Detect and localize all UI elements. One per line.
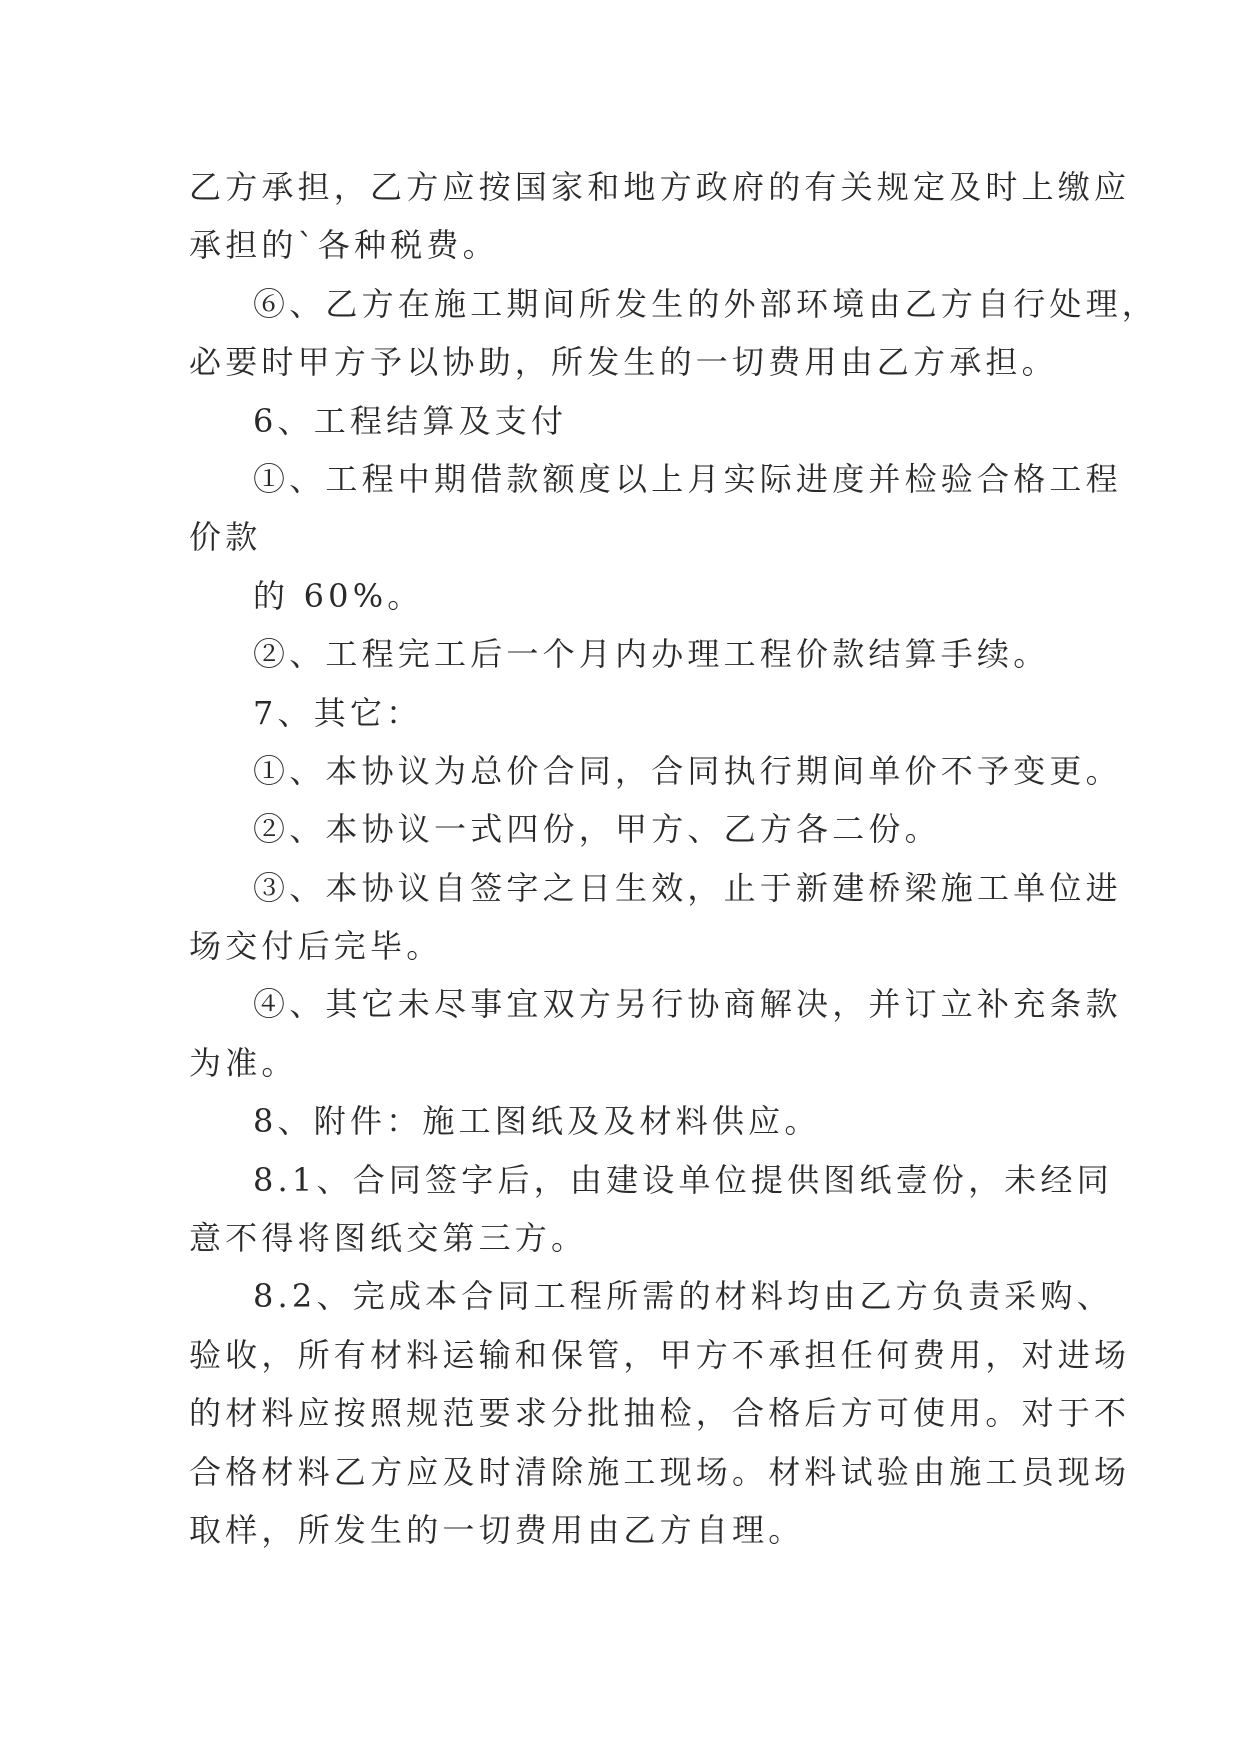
text-line: 合格材料乙方应及时清除施工现场。材料试验由施工员现场	[189, 1452, 1131, 1491]
text-line: ③、本协议自签字之日生效，止于新建桥梁施工单位进	[253, 868, 1122, 907]
text-line: 必要时甲方予以协助，所发生的一切费用由乙方承担。	[189, 343, 1058, 382]
text-line: 验收，所有材料运输和保管，甲方不承担任何费用，对进场	[189, 1335, 1131, 1374]
text-line: ①、工程中期借款额度以上月实际进度并检验合格工程	[253, 459, 1122, 498]
text-line: ④、其它未尽事宜双方另行协商解决，并订立补充条款	[253, 985, 1122, 1024]
text-line: 8.2、完成本合同工程所需的材料均由乙方负责采购、	[253, 1277, 1113, 1316]
section-heading-7: 7、其它：	[253, 693, 423, 732]
text-line: 的 60%。	[253, 576, 424, 615]
text-line: 乙方承担，乙方应按国家和地方政府的有关规定及时上缴应	[189, 168, 1131, 206]
text-line: ⑥、乙方在施工期间所发生的外部环境由乙方自行处理，	[253, 284, 1159, 323]
text-line: 承担的`各种税费。	[189, 226, 499, 265]
document-body	[189, 158, 1159, 1559]
text-line: 价款	[189, 518, 262, 557]
text-line: 场交付后完毕。	[189, 927, 443, 966]
text-line: ②、本协议一式四份，甲方、乙方各二份。	[253, 810, 941, 849]
text-line: 取样，所发生的一切费用由乙方自理。	[189, 1510, 805, 1549]
text-line: ②、工程完工后一个月内办理工程价款结算手续。	[253, 635, 1050, 674]
section-heading-6: 6、工程结算及支付	[253, 401, 568, 440]
text-line: 8.1、合同签字后，由建设单位提供图纸壹份，未经同	[253, 1160, 1113, 1199]
text-line: 意不得将图纸交第三方。	[189, 1219, 588, 1258]
text-line: 为准。	[189, 1043, 298, 1082]
text-line: ①、本协议为总价合同，合同执行期间单价不予变更。	[253, 751, 1122, 790]
text-line: 的材料应按照规范要求分批抽检，合格后方可使用。对于不	[189, 1394, 1131, 1433]
section-heading-8: 8、附件：施工图纸及及材料供应。	[253, 1102, 821, 1141]
